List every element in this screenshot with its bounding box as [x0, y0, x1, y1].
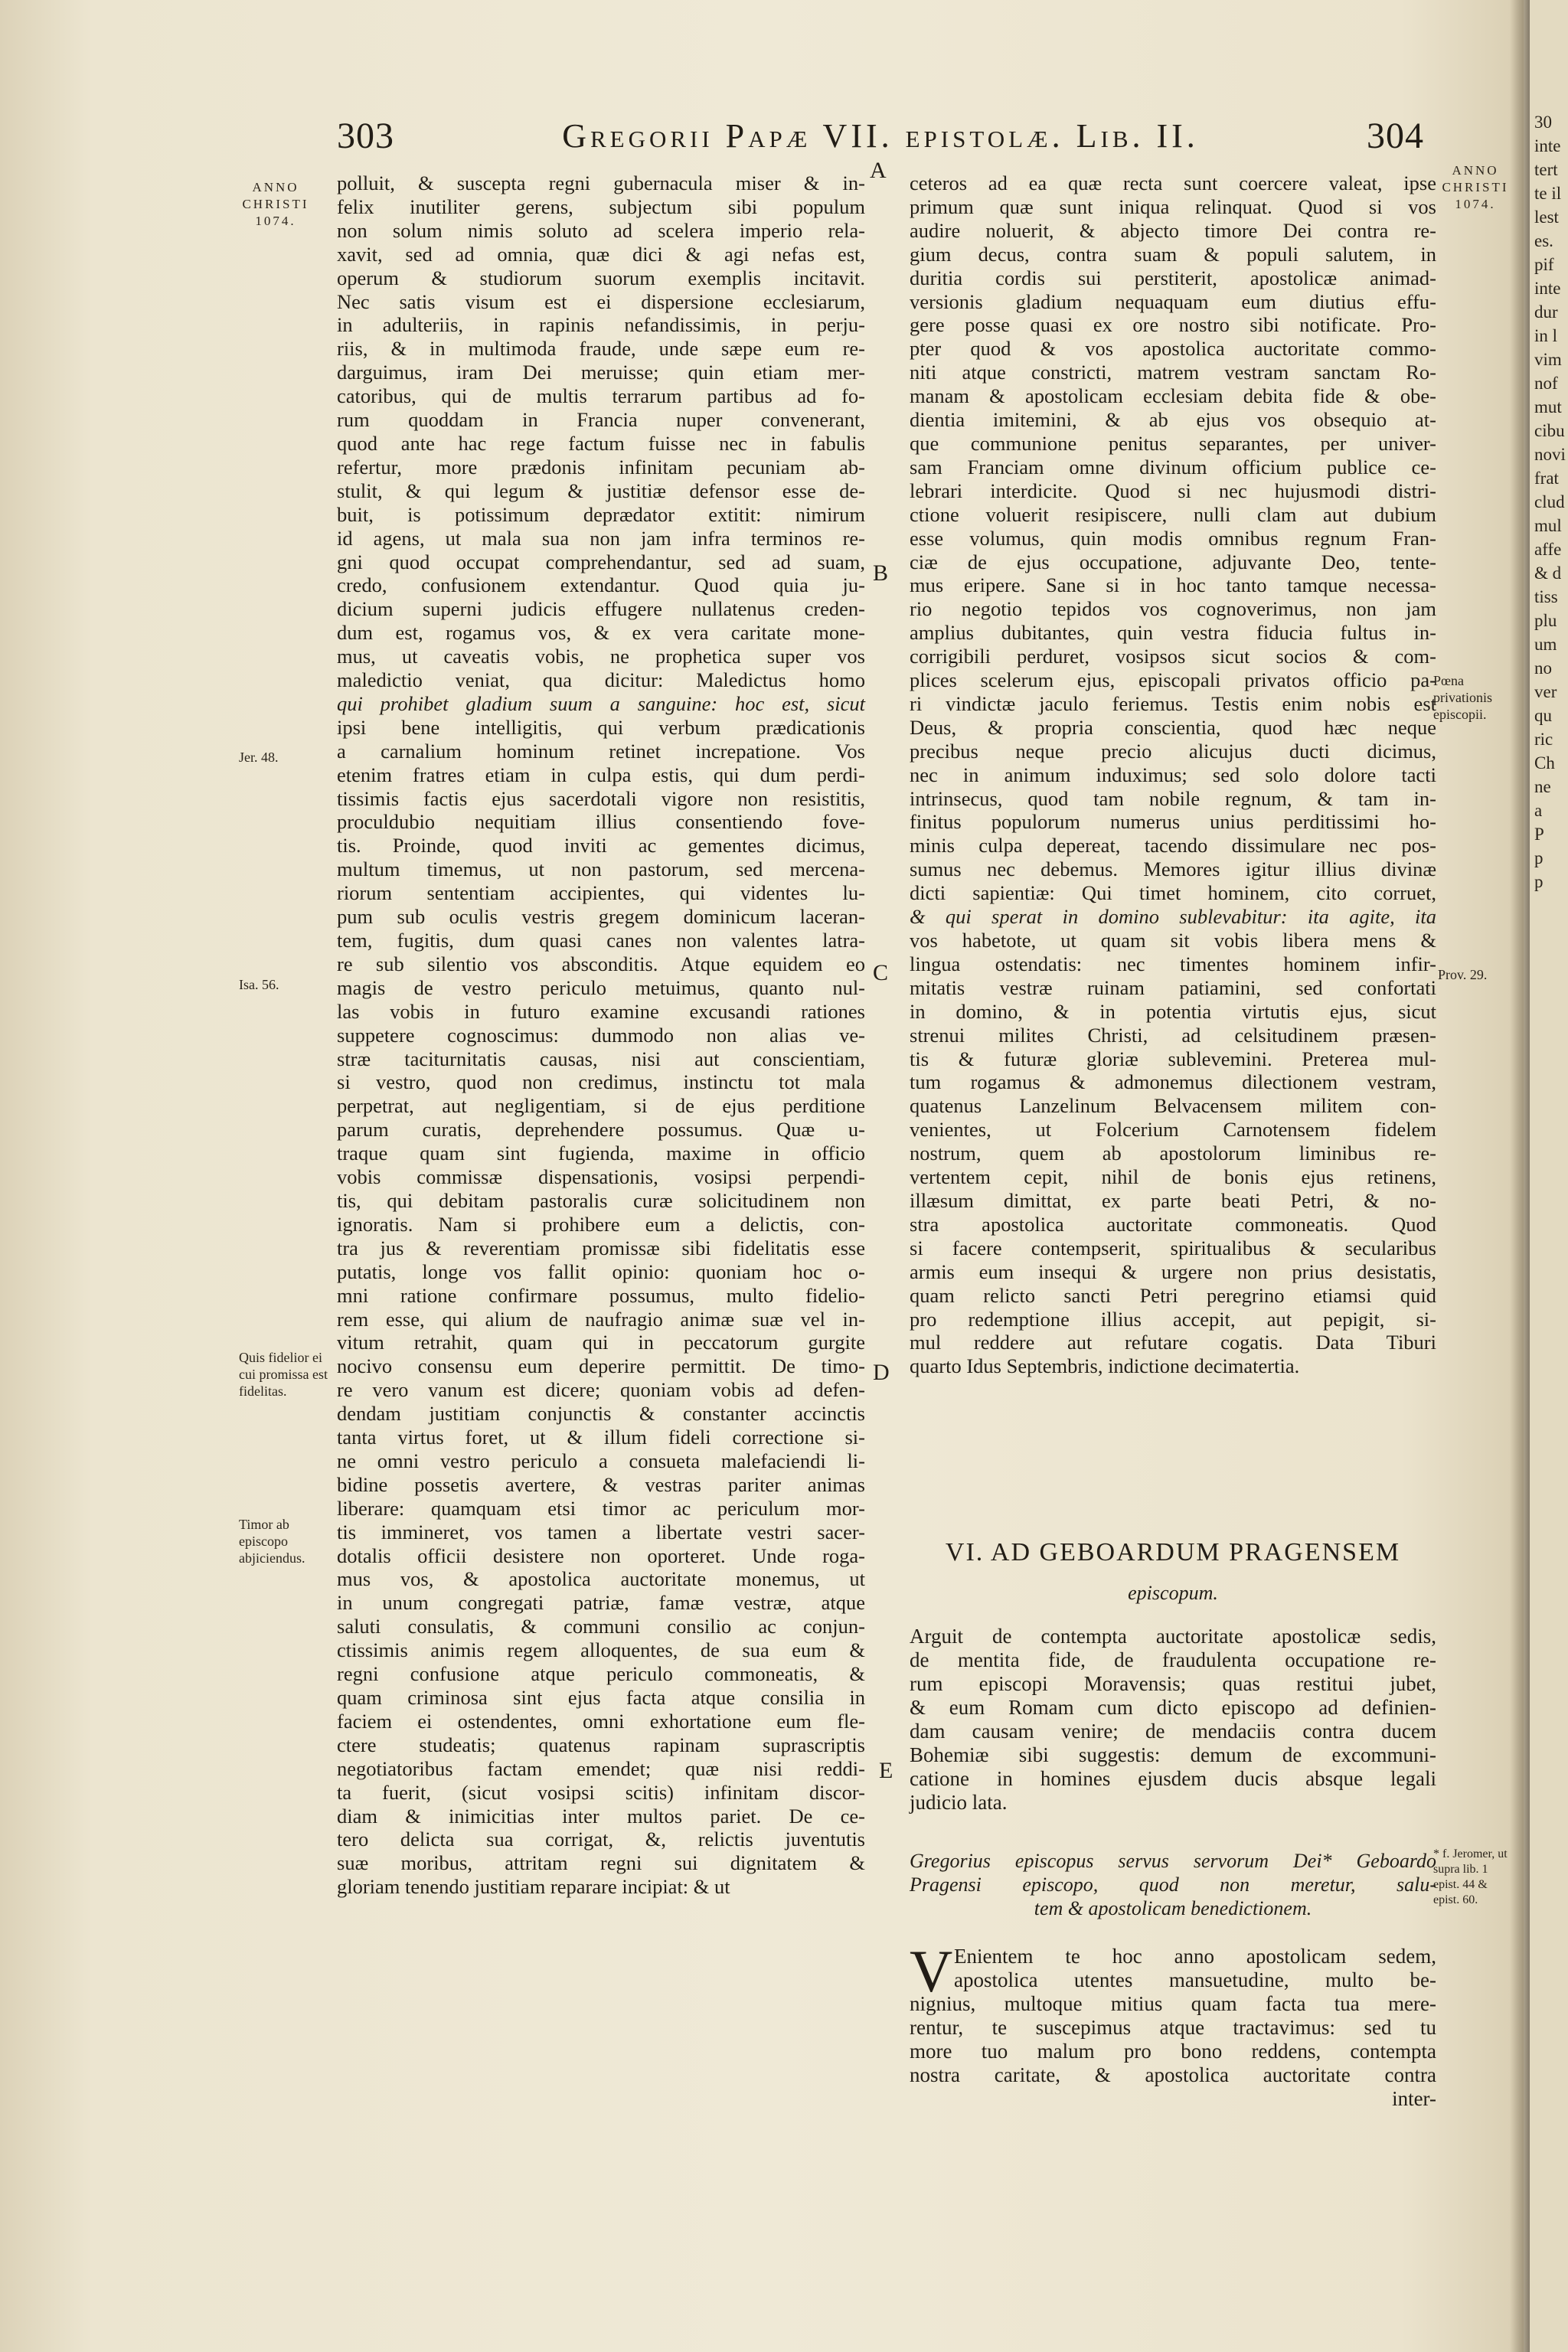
text-line: esse volumus, quin modis omnibus regnum Fran-	[910, 526, 1436, 550]
text-line: duritia cordis sui perstiterit, apostolicæ animad-	[910, 266, 1436, 289]
facing-page-fragment: no	[1534, 658, 1552, 678]
text-line: vos habetote, ut quam sit vobis libera mens &	[910, 929, 1436, 952]
text-line: felix inutiliter gerens, subjectum sibi populum	[337, 194, 865, 218]
text-line: magis de vestro periculo metuimus, quanto nul-	[337, 975, 865, 999]
text-line: in domino, & in potentia virtutis ejus, sicut	[910, 999, 1436, 1023]
facing-page-fragment: in l	[1534, 326, 1558, 345]
text-line: perpetrat, aut negligentiam, si de ejus perditione	[337, 1094, 865, 1118]
text-line: plices scelerum ejus, episcopali privatos officio pa-	[910, 668, 1436, 692]
facing-page-fragment: clud	[1534, 492, 1565, 511]
text-line: dendam justitiam conjunctis & constanter accinctis	[337, 1402, 865, 1426]
facing-page-fragment: p	[1534, 872, 1544, 891]
running-title: Gregorii Papæ VII. epistolæ. Lib. II.	[562, 117, 1199, 155]
text-line: a carnalium hominum retinet increpatione. Vos	[337, 739, 865, 763]
text-line: vertentem cepit, nihil de bonis ejus retinens,	[910, 1165, 1436, 1189]
text-line: dotalis officii desistere non oporteret. Unde roga-	[337, 1544, 865, 1567]
text-line: catione in homines ejusdem ducis absque legali	[910, 1767, 1436, 1790]
facing-page-fragment: plu	[1534, 611, 1557, 630]
column-marker-b: B	[873, 560, 889, 586]
text-line: tis, qui debitam pastoralis curæ solicitudinem non	[337, 1188, 865, 1212]
text-line: credo, confusionem extendantur. Quod quia ju-	[337, 573, 865, 597]
text-line: precibus neque precio alicujus ducti dicimus,	[910, 739, 1436, 763]
facing-page-fragment: mut	[1534, 397, 1562, 416]
text-line: finitus populorum numerus unius perditissimi ho-	[910, 810, 1436, 834]
facing-page-fragment: tert	[1534, 160, 1558, 179]
facing-page-fragment: nof	[1534, 374, 1558, 393]
text-line: gloriam tenendo justitiam reparare incipiat: & ut	[337, 1875, 730, 1899]
text-line: ipsi bene intelligitis, qui verbum prædicationis	[337, 715, 865, 739]
margin-ref-jer: Jer. 48.	[239, 750, 279, 765]
facing-page-fragment: ver	[1534, 682, 1557, 701]
text-line: ctere studeatis; quatenus rapinam suprascriptis	[337, 1733, 865, 1756]
text-line: dam causam venire; de mendaciis contra ducem	[910, 1720, 1436, 1743]
text-line: traque quam sint fugienda, maxime in officio	[337, 1142, 865, 1165]
text-line: ignoratis. Nam si prohibere eum a delictis, con-	[337, 1212, 865, 1236]
text-line: bidine possetis avertere, & vestras pariter animas	[337, 1472, 865, 1496]
text-line: lingua ostendatis: nec timentes hominem infir-	[910, 952, 1436, 975]
letter-body	[910, 1938, 1436, 2111]
text-line: niti atque constricti, matrem vestram sanctam Ro-	[910, 361, 1436, 384]
facing-page-fragment: Ch	[1534, 753, 1555, 773]
text-line: in adulteriis, in rapinis nefandissimis, in perju-	[337, 313, 865, 337]
facing-page-fragment: novi	[1534, 445, 1566, 464]
text-line: Gregorius episcopus servus servorum Dei* Geboardo	[910, 1850, 1436, 1872]
text-line: lebrari interdicite. Quod si nec hujusmodi distri-	[910, 479, 1436, 502]
text-line: Bohemiæ sibi suggestis: demum de excommuni-	[910, 1743, 1436, 1766]
text-line: nignius, multoque mitius quam facta tua mere-	[910, 1992, 1436, 2015]
text-line: quarto Idus Septembris, indictione decimatertia.	[910, 1354, 1300, 1378]
text-line: stræ taciturnitatis causas, nisi aut conscientiam,	[337, 1047, 865, 1070]
margin-note-fidelior: Quis fidelior ei cui promissa est fidelitas.	[239, 1350, 328, 1399]
margin-ref-isa: Isa. 56.	[239, 977, 279, 992]
text-line: tra jus & reverentiam promissæ sibi fidelitatis esse	[337, 1236, 865, 1259]
text-line: mus, ut caveatis vobis, ne prophetica super vos	[337, 645, 865, 668]
text-line: ri vindictæ jaculo feriemus. Testis enim nobis est	[910, 691, 1436, 715]
facing-page-fragment: pif	[1534, 255, 1554, 274]
margin-ref-jeromer: * f. Jeromer, ut supra lib. 1 epist. 44 & epist. 60.	[1433, 1847, 1508, 1906]
text-line: rentur, te suscepimus atque tractavimus: sed tu	[910, 2016, 1436, 2039]
text-line: diam & inimicitias inter multos pariet. De ce-	[337, 1804, 865, 1828]
page-number-left: 303	[337, 116, 394, 156]
text-line: ctissimis animis regem alloquentes, de sua eum &	[337, 1638, 865, 1662]
text-line: nec in animum induximus; sed solo dolore tacti	[910, 763, 1436, 786]
text-line: stra apostolica auctoritate commoneatis. Quod	[910, 1212, 1436, 1236]
facing-page-fragment: vim	[1534, 350, 1562, 369]
text-line: las vobis in futuro examine excusandi rationes	[337, 999, 865, 1023]
text-line: inter-	[1392, 2087, 1436, 2110]
text-line: tero delicta sua corrigat, &, relictis juventutis	[337, 1828, 865, 1851]
text-line: que communione penitus separantes, per univer-	[910, 431, 1436, 455]
text-line: id agens, ut mala sua non jam infra terminos re-	[337, 526, 865, 550]
text-line: operum & studiorum suorum exemplis incitavit.	[337, 266, 865, 289]
text-line: dicium superni judicis effugere nullatenus creden-	[337, 597, 865, 621]
text-line: quod ante hac rege factum fuisse nec in fabulis	[337, 431, 865, 455]
text-line: ne omni vestro periculo a consueta malefaciendi li-	[337, 1449, 865, 1472]
text-line: tanta virtus foret, ut & illum fideli correctione si-	[337, 1426, 865, 1449]
letter-salutation	[910, 1849, 1436, 1920]
text-line: mus eripere. Sane si in hoc tanto tamque necessa-	[910, 573, 1436, 597]
text-line: vitum retrahit, quam qui in peccatorum gurgite	[337, 1331, 865, 1354]
text-line: manam & apostolicam ecclesiam debita fide & obe-	[910, 384, 1436, 408]
text-line: polluit, & suscepta regni gubernacula miser & in-	[337, 172, 865, 194]
facing-page-fragment: lest	[1534, 207, 1559, 227]
text-line: versionis gladium nequaquam eum diutius effu-	[910, 289, 1436, 313]
text-line: maledictio veniat, qua dicitur: Maledictus homo	[337, 668, 865, 692]
page-header	[337, 115, 1424, 161]
text-line: rem esse, qui alium de naufragio animæ suæ vel in-	[337, 1307, 865, 1331]
letter-summary	[910, 1625, 1436, 1815]
text-line: si facere contempserit, spiritualibus & secularibus	[910, 1236, 1436, 1259]
text-line: stulit, & qui legum & justitiæ defensor esse de-	[337, 479, 865, 502]
margin-ref-prov: Prov. 29.	[1438, 967, 1488, 982]
text-line: rio negotio tepidos vos cognoverimus, non jam	[910, 597, 1436, 621]
facing-page-fragment: p	[1534, 848, 1544, 867]
text-line: Deus, & propria conscientia, quod hæc neque	[910, 715, 1436, 739]
facing-page-fragment: dur	[1534, 302, 1558, 322]
text-line: strenui milites Christi, ad celsitudinem præsen-	[910, 1023, 1436, 1047]
text-line: darguimus, iram Dei meruisse; quin etiam mer-	[337, 361, 865, 384]
drop-cap: V	[910, 1938, 953, 2004]
text-line: audire noluerit, & abjecto timore Dei contra re-	[910, 218, 1436, 242]
left-text-column	[337, 172, 865, 1899]
text-line: illæsum dimittat, ex parte beati Petri, & no-	[910, 1188, 1436, 1212]
column-marker-e: E	[879, 1758, 893, 1783]
facing-page-fragment: um	[1534, 635, 1557, 654]
text-line: saluti consulatis, & communi consilio ac conjun-	[337, 1615, 865, 1638]
text-line: nostrum, quem ab apostolorum liminibus re-	[910, 1142, 1436, 1165]
text-line: putatis, longe vos fallit opinio: quoniam hoc o-	[337, 1259, 865, 1283]
text-line: mitatis vestræ ruinam patiamini, sed confortati	[910, 975, 1436, 999]
text-line: nostra caritate, & apostolica auctoritate contra	[910, 2063, 1436, 2086]
text-line: gere posse quasi ex ore nostro sibi notificate. Pro-	[910, 313, 1436, 337]
text-line: si vestro, quod non credimus, instinctu tot mala	[337, 1070, 865, 1094]
facing-page-fragment: & d	[1534, 564, 1562, 583]
text-line: & eum Romam cum dicto episcopo ad definien-	[910, 1696, 1436, 1719]
text-line: proculdubio nequitiam illius consentiendo fove-	[337, 810, 865, 834]
text-line: gium decus, contra suam & populi salutem, in	[910, 242, 1436, 266]
text-line: re sub silentio vos absconditis. Atque equidem eo	[337, 952, 865, 975]
facing-page-fragment: te il	[1534, 184, 1562, 203]
text-line: armis eum insequi & urgere non prius desistatis,	[910, 1259, 1436, 1283]
text-line: tis immineret, vos tamen a libertate vestri sacer-	[337, 1520, 865, 1544]
text-line: minis culpa depereat, tacendo dissimulare nec pos-	[910, 834, 1436, 858]
text-line: primum quæ sunt iniqua relinquat. Quod si vos	[910, 194, 1436, 218]
text-line: in unum congregati patriæ, famæ vestræ, atque	[337, 1591, 865, 1615]
facing-page-fragment: tiss	[1534, 587, 1558, 606]
text-line: ta fuerit, (sicut vosipsi scitis) infinitam discor-	[337, 1780, 865, 1804]
text-line: re vero vanum est dicere; quoniam vobis ad defen-	[337, 1378, 865, 1402]
text-line: vobis commissæ dispensationis, vosipsi perpendi-	[337, 1165, 865, 1189]
text-line: negotiatoribus factam emendet; quæ nisi reddi-	[337, 1756, 865, 1780]
text-line: Enientem te hoc anno apostolicam sedem,	[954, 1945, 1436, 1968]
text-line: intrinsecus, quod tam nobile regnum, & tam in-	[910, 786, 1436, 810]
margin-note-poena: Pœna privationis episcopii.	[1433, 673, 1492, 722]
text-line: non solum nimis soluto ad scelera imperio rela-	[337, 218, 865, 242]
text-line: apostolica utentes mansuetudine, multo be-	[954, 1968, 1436, 1991]
letter-subheading: episcopum.	[1128, 1582, 1218, 1604]
text-line: corrigibili perduret, vosipsos sicut socios & com-	[910, 645, 1436, 668]
facing-page-fragment: inte	[1534, 279, 1561, 298]
facing-page-fragment: frat	[1534, 469, 1559, 488]
text-line: rum episcopi Moravensis; quas restitui jubet,	[910, 1672, 1436, 1695]
page-number-right: 304	[1367, 116, 1424, 156]
text-line: gni quod occupat comprehendantur, sed ad suam,	[337, 550, 865, 573]
text-line: mni ratione confirmare possumus, multo fidelio-	[337, 1283, 865, 1307]
text-line: amplius dubitantes, quin vestra fiducia fultus in-	[910, 621, 1436, 645]
text-line: sam Franciam omne divinum officium publice ce-	[910, 455, 1436, 479]
text-line: tem, fugitis, dum quasi canes non valentes latra-	[337, 929, 865, 952]
facing-page-fragment: ric	[1534, 730, 1553, 749]
facing-page-fragment: P	[1534, 825, 1544, 844]
column-marker-d: D	[873, 1360, 890, 1385]
text-line: dicti sapientiæ: Qui timet hominem, cito corruet,	[910, 881, 1436, 905]
column-marker-c: C	[873, 960, 889, 985]
facing-page-fragment: qu	[1534, 706, 1552, 725]
text-line: ceteros ad ea quæ recta sunt coercere valeat, ipse	[910, 172, 1436, 194]
text-line: refertur, more prædonis infinitam pecuniam ab-	[337, 455, 865, 479]
text-line: riorum sententiam accipientes, qui videntes lu-	[337, 881, 865, 905]
text-line: quatenus Lanzelinum Belvacensem militem con-	[910, 1094, 1436, 1118]
text-line: etenim fratres etiam in culpa estis, qui dum perdi-	[337, 763, 865, 786]
facing-page-fragment: es.	[1534, 231, 1553, 250]
text-line: parum curatis, deprehendere possumus. Quæ u-	[337, 1118, 865, 1142]
text-line: tissimis factis ejus sacerdotali vigore non resistitis,	[337, 786, 865, 810]
facing-page-fragment: a	[1534, 801, 1543, 820]
text-line: judicio lata.	[910, 1791, 1008, 1814]
text-line: mul reddere aut refutare cogatis. Data Tiburi	[910, 1331, 1436, 1354]
facing-page-edge	[1530, 0, 1568, 2352]
text-line: ctione voluerit resipiscere, nulli clam aut dubium	[910, 502, 1436, 526]
text-line: Pragensi episcopo, quod non meretur, salu-	[910, 1873, 1436, 1896]
text-line: sumus nec debemus. Memores igitur illius divinæ	[910, 858, 1436, 881]
right-text-column	[910, 172, 1436, 1378]
text-line: catoribus, qui de multis terrarum partibus ad fo-	[337, 384, 865, 408]
text-line: suæ moribus, attritam regni sui dignitatem &	[337, 1851, 865, 1875]
text-line: tem & apostolicam benedictionem.	[1034, 1897, 1312, 1919]
facing-page-fragment: affe	[1534, 540, 1562, 559]
text-line: de mentita fide, de fraudulenta occupatione re-	[910, 1648, 1436, 1671]
text-line: tis & futuræ gloriæ sublevemini. Preterea mul-	[910, 1047, 1436, 1070]
text-line: riis, & in multimoda fraude, unde sæpe eum re-	[337, 337, 865, 361]
text-line: regni confusione atque periculo commoneatis, &	[337, 1662, 865, 1686]
text-line: & qui sperat in domino sublevabitur: ita agite, ita	[910, 905, 1436, 929]
text-line: rum quoddam in Francia nuper convenerant,	[337, 408, 865, 432]
facing-page-fragment: mul	[1534, 516, 1562, 535]
text-line: pter quod & vos apostolica auctoritate commo-	[910, 337, 1436, 361]
text-line: tum rogamus & admonemus dilectionem vestram,	[910, 1070, 1436, 1094]
facing-page-fragment: ne	[1534, 777, 1551, 796]
text-line: nocivo consensu eum deperire permittit. De timo-	[337, 1354, 865, 1378]
text-line: dientia imitemini, & ab ejus vos obsequio at-	[910, 408, 1436, 432]
text-line: faciem ei ostendentes, omni exhortatione eum fle-	[337, 1709, 865, 1733]
text-line: buit, is potissimum deprædator extitit: nimirum	[337, 502, 865, 526]
text-line: pum sub oculis vestris gregem dominicum laceran-	[337, 905, 865, 929]
text-line: quam criminosa sint ejus facta atque consilia in	[337, 1686, 865, 1709]
text-line: venientes, ut Folcerium Carnotensem fidelem	[910, 1118, 1436, 1142]
facing-page-fragment: 30	[1534, 113, 1552, 132]
text-line: pro redemptione illius accepit, aut pepigit, si-	[910, 1307, 1436, 1331]
margin-anno-left: ANNO CHRISTI 1074.	[242, 180, 309, 228]
text-line: tis. Proinde, quod inviti ac gementes dicimus,	[337, 834, 865, 858]
text-line: xavit, sed ad omnia, quæ dici & agi nefas est,	[337, 242, 865, 266]
letter-heading: VI. AD GEBOARDUM PRAGENSEM	[945, 1538, 1401, 1566]
text-line: liberare: quamquam etsi timor ac periculum mor-	[337, 1496, 865, 1520]
text-line: ciæ de ejus occupatione, adjuvante Deo, tente-	[910, 550, 1436, 573]
text-line: qui prohibet gladium suum a sanguine: hoc est, sicut	[337, 691, 865, 715]
column-marker-a: A	[870, 158, 887, 183]
text-line: quam relicto sancti Petri peregrino etiamsi quid	[910, 1283, 1436, 1307]
text-line: dum est, rogamus vos, & ex vera caritate mone-	[337, 621, 865, 645]
margin-note-timor: Timor ab episcopo abjiciendus.	[239, 1517, 305, 1566]
text-line: Arguit de contempta auctoritate apostolicæ sedis,	[910, 1625, 1436, 1648]
text-line: mus vos, & apostolica auctoritate monemus, ut	[337, 1567, 865, 1591]
facing-page-fragment: cibu	[1534, 421, 1565, 440]
margin-anno-right: ANNO CHRISTI 1074.	[1442, 163, 1509, 211]
text-line: multum timemus, ut non pastorum, sed mercena-	[337, 858, 865, 881]
text-line: Nec satis visum est ei dispersione ecclesiarum,	[337, 289, 865, 313]
text-line: suppetere cognoscimus: dummodo non alias ve-	[337, 1023, 865, 1047]
text-line: more tuo malum pro bono reddens, contempta	[910, 2040, 1436, 2063]
facing-page-fragment: inte	[1534, 136, 1561, 155]
